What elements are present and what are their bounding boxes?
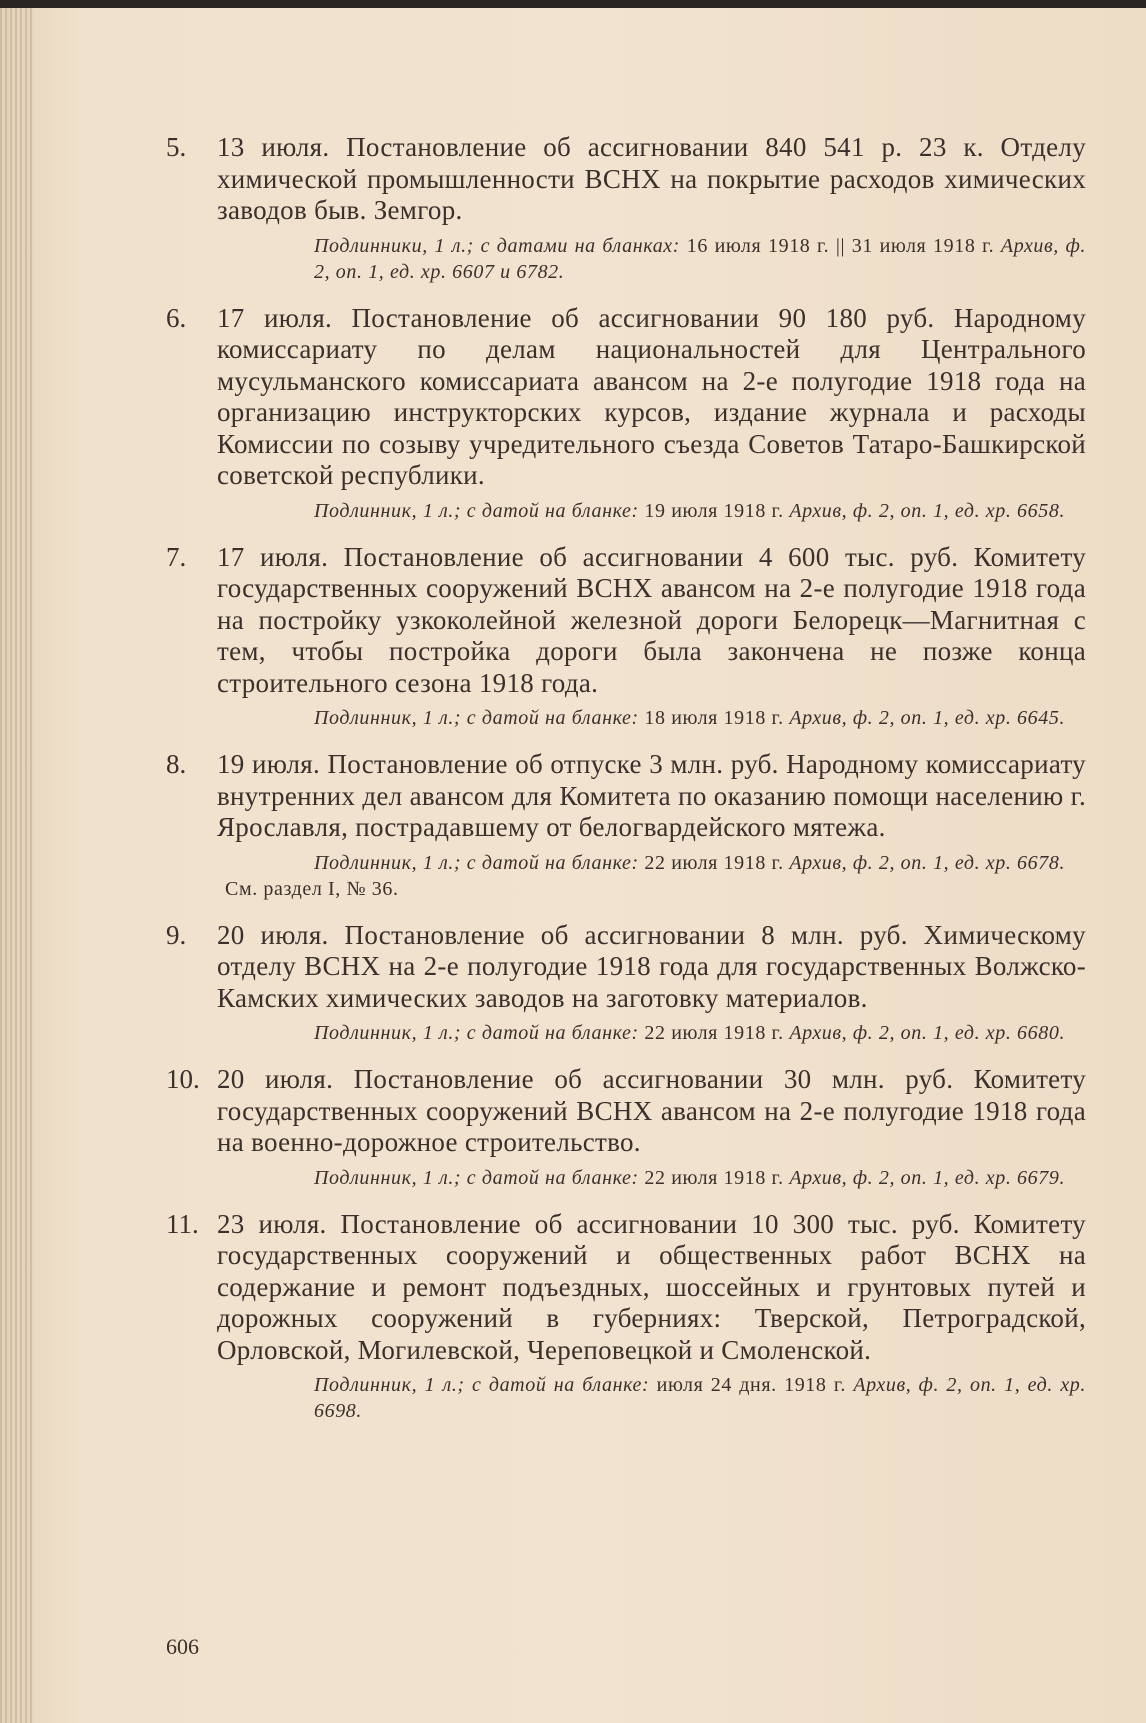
source-lead: Подлинники, 1 л.; с датами на бланках: — [314, 234, 681, 257]
book-page — [0, 8, 1146, 1723]
source-ref: Архив, ф. 2, оп. 1, ед. хр. 6680. — [789, 1022, 1066, 1044]
page-edges — [0, 8, 34, 1723]
source-lead: Подлинник, 1 л.; с датой на бланке: — [314, 1166, 639, 1189]
entry-text: 17 июля. Постановление об ассигновании 90 180 руб. Народному комиссариату по делам национальностей для Центрального мусульманского комиссариата авансом на 2-е полугодие 1918 года на организацию инструкторских курсов, издание журнала и расходы Комиссии по созыву учредительного съезда Советов Татаро-Башкирской советской республики. — [217, 302, 1086, 490]
page-number: 606 — [166, 1634, 199, 1659]
entry-8 — [166, 749, 1086, 902]
source-lead: Подлинник, 1 л.; с датой на бланке: — [314, 1374, 650, 1396]
source-date: 22 июля 1918 г. — [644, 1022, 784, 1044]
entry-source — [314, 705, 1086, 731]
entry-7 — [166, 542, 1086, 732]
entry-number: 11. — [166, 1208, 199, 1239]
source-date: 19 июля 1918 г. — [644, 499, 784, 522]
entry-source — [314, 1165, 1086, 1191]
entry-text: 20 июля. Постановление об ассигновании 8 млн. руб. Химическому отделу ВСНХ на 2-е полугодие 1918 года для государственных Волжско-Камских химических заводов на заготовку материалов. — [217, 919, 1086, 1013]
source-ref: Архив, ф. 2, оп. 1, ед. хр. 6678. — [789, 851, 1066, 874]
source-lead: Подлинник, 1 л.; с датой на бланке: — [314, 707, 639, 729]
source-ref: Архив, ф. 2, оп. 1, ед. хр. 6679. — [789, 1166, 1066, 1189]
entry-number: 5. — [166, 132, 187, 162]
entry-number: 8. — [166, 749, 187, 779]
entry-text: 19 июля. Постановление об отпуске 3 млн. руб. Народному комиссариату внутренних дел авансом для Комитета по оказанию помощи населению г. Ярославля, пострадавшему от белогвардейского мятежа. — [217, 749, 1086, 842]
source-date: 16 июля 1918 г. || 31 июля 1918 г. — [686, 234, 995, 257]
entry-11 — [166, 1209, 1086, 1425]
entry-number: 7. — [166, 541, 187, 572]
entries-list — [166, 132, 1086, 1442]
entry-source — [314, 233, 1086, 285]
entry-9 — [166, 920, 1086, 1047]
entry-text: 17 июля. Постановление об ассигновании 4 600 тыс. руб. Комитету государственных сооружений ВСНХ авансом на 2-е полугодие 1918 года на постройку узкоколейной железной дороги Белорецк—Магнитная с тем, чтобы постройка дороги была закончена не позже конца строительного сезона 1918 года. — [217, 541, 1086, 698]
entry-source — [314, 1372, 1086, 1424]
source-ref: Архив, ф. 2, оп. 1, ед. хр. 6658. — [789, 499, 1066, 522]
source-ref: Архив, ф. 2, оп. 1, ед. хр. 6607 и 6782. — [314, 234, 1086, 283]
entry-text: 20 июля. Постановление об ассигновании 30 млн. руб. Комитету государственных сооружений ВСНХ авансом на 2-е полугодие 1918 года на военно-дорожное строительство. — [217, 1064, 1086, 1157]
entry-source — [314, 1020, 1086, 1046]
source-lead: Подлинник, 1 л.; с датой на бланке: — [314, 499, 639, 522]
entry-text: 13 июля. Постановление об ассигновании 840 541 р. 23 к. Отделу химической промышленности ВСНХ на покрытие расходов химических заводов быв. Земгор. — [217, 132, 1086, 225]
entry-10 — [166, 1064, 1086, 1191]
entry-number: 6. — [166, 302, 187, 333]
source-date: 18 июля 1918 г. — [644, 707, 784, 729]
source-lead: Подлинник, 1 л.; с датой на бланке: — [314, 1022, 639, 1044]
source-date: 22 июля 1918 г. — [644, 1166, 784, 1189]
entry-5 — [166, 132, 1086, 285]
entry-source — [314, 498, 1086, 524]
entry-source — [314, 850, 1086, 876]
source-date: июля 24 дня. 1918 г. — [656, 1374, 846, 1396]
source-lead: Подлинник, 1 л.; с датой на бланке: — [314, 851, 639, 874]
cross-reference: См. раздел I, № 36. — [225, 877, 399, 900]
entry-6 — [166, 303, 1086, 524]
entry-text: 23 июля. Постановление об ассигновании 10 300 тыс. руб. Комитету государственных сооружений и общественных работ ВСНХ на содержание и ремонт подъездных, шоссейных и грунтовых путей и дорожных сооружений в губерниях: Тверской, Петроградской, Орловской, Могилевской, Череповецкой и Смоленской. — [217, 1208, 1086, 1365]
entry-number: 9. — [166, 919, 187, 950]
source-ref: Архив, ф. 2, оп. 1, ед. хр. 6698. — [314, 1374, 1086, 1422]
entry-number: 10. — [166, 1064, 200, 1094]
source-ref: Архив, ф. 2, оп. 1, ед. хр. 6645. — [789, 707, 1066, 729]
source-date: 22 июля 1918 г. — [644, 851, 784, 874]
